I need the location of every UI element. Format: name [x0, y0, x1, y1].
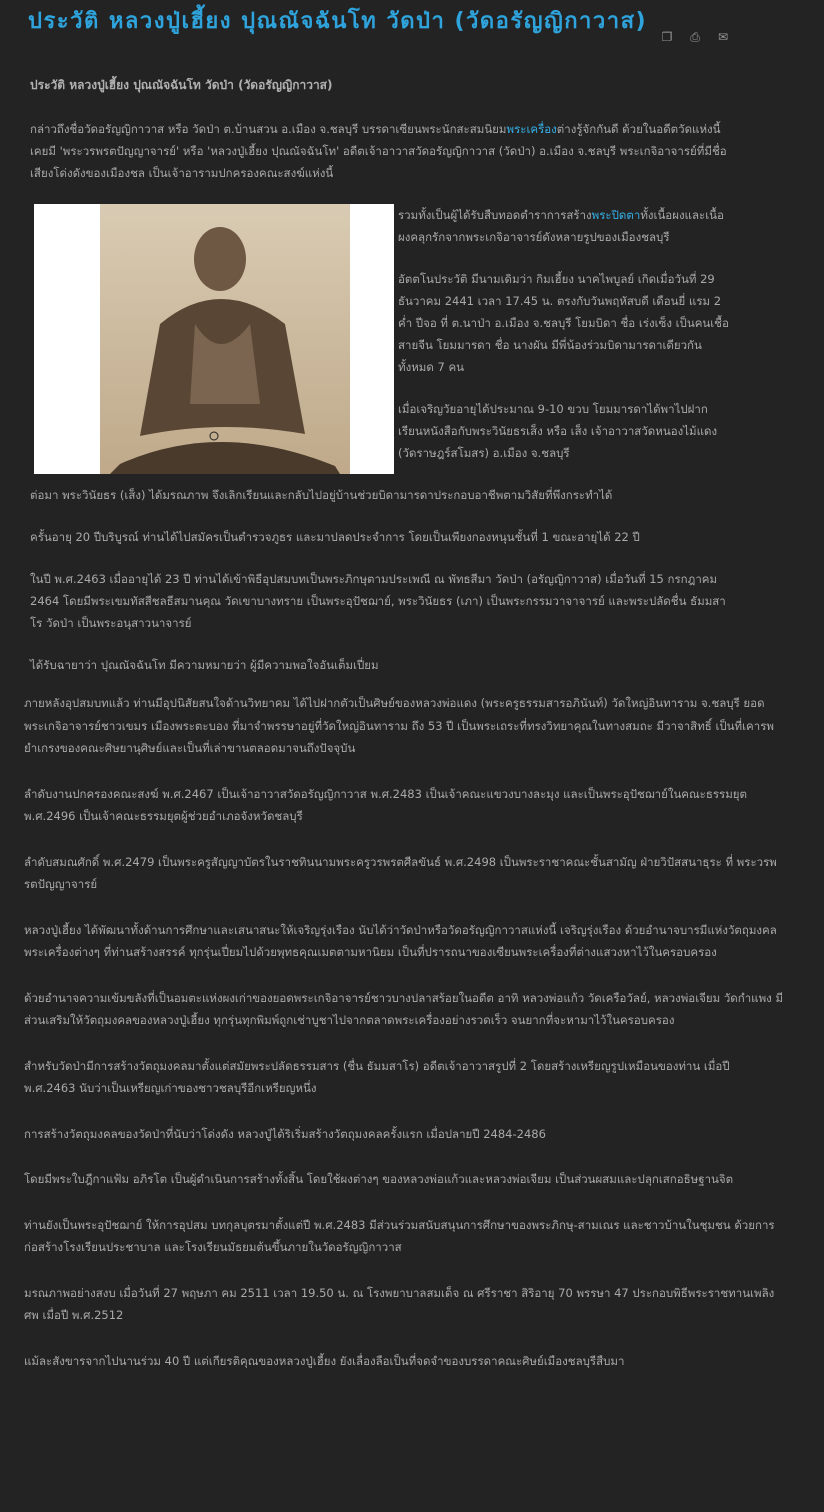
paragraph: ลำดับงานปกครองคณะสงฆ์ พ.ศ.2467 เป็นเจ้าอาวาสวัดอรัญญิกาวาส พ.ศ.2483 เป็นเจ้าคณะแขวงบางละมุง และเป็นพระอุปัชฌาย์ในคณะธรรมยุต พ.ศ.2496 เป็นเจ้าคณะธรรมยุตผู้ช่วยอำเภอจังหวัดชลบุรี [24, 786, 748, 823]
intro-paragraph [30, 118, 730, 184]
paragraph: เมื่อเจริญวัยอายุได้ประมาณ 9-10 ขวบ โยมมารดาได้พาไปฝากเรียนหนังสือกับพระวินัยธรเส็ง หรือ เส็ง เจ้าอาวาสวัดหนองไม้แดง (วัดราษฎร์สโมสร) อ.เมือง จ.ชลบุรี [398, 402, 718, 460]
page-title: ประวัติ หลวงปู่เฮี้ยง ปุณณัจฉันโท วัดป่า (วัดอรัญญิกาวาส) [28, 9, 648, 34]
monk-portrait-image [100, 204, 350, 474]
link-phra-pidta[interactable]: พระปิดตา [591, 208, 641, 222]
paragraph: สำหรับวัดป่ามีการสร้างวัตถุมงคลมาตั้งแต่สมัยพระปลัดธรรมสาร (ชื่น ธัมมสาโร) อดีตเจ้าอาวาสรูปที่ 2 โดยสร้างเหรียญรูปเหมือนของท่าน เมื่อปี พ.ศ.2463 นับว่าเป็นเหรียญเก่าของชาวชลบุรีอีกเหรียญหนึ่ง [24, 1058, 730, 1095]
link-phra-khrueang[interactable]: พระเครื่อง [506, 122, 557, 136]
paragraph: โดยมีพระใบฎีกาแฟ้ม อภิรโต เป็นผู้ดำเนินการสร้างทั้งสิ้น โดยใช้ผงต่างๆ ของหลวงพ่อแก้วและหลวงพ่อเจียม เป็นส่วนผสมและปลุกเสกอธิษฐานจิต [24, 1172, 734, 1186]
paragraph: มรณภาพอย่างสงบ เมื่อวันที่ 27 พฤษภา คม 2511 เวลา 19.50 น. ณ โรงพยาบาลสมเด็จ ณ ศรีราชา สิริอายุ 70 พรรษา 47 ประกอบพิธีพระราชทานเพลิงศพ เมื่อปี พ.ศ.2512 [24, 1285, 775, 1322]
paragraph: ต่อมา พระวินัยธร (เส็ง) ได้มรณภาพ จึงเลิกเรียนและกลับไปอยู่บ้านช่วยบิดามารดาประกอบอาชีพตามวิสัยที่พึงกระทำได้ [30, 488, 613, 502]
p2-text: รวมทั้งเป็นผู้ได้รับสืบทอดตำราการสร้าง [398, 208, 592, 222]
paragraph: ด้วยอำนาจความเข้มขลังที่เป็นอมตะแห่งผงเก่าของยอดพระเกจิอาจารย์ชาวบางปลาสร้อยในอดีต อาทิ หลวงพ่อแก้ว วัดเครือวัลย์, หลวงพ่อเจียม วัดกำแพง มีส่วนเสริมให้วัตถุมงคลของหลวงปู่เฮี้ยง ทุกรุ่นทุกพิมพ์ถูกเช่าบูชาไปจากตลาดพระเครื่องอย่างรวดเร็ว จนยากที่จะหามาไว้ในครอบครอง [24, 990, 784, 1027]
article-subtitle: ประวัติ หลวงปู่เฮี้ยง ปุณณัจฉันโท วัดป่า (วัดอรัญญิกาวาส) [30, 78, 333, 92]
intro-text-end: ต่างรู้จักกันดี ด้วยในอดีตวัดแห่งนี้เคยมี 'พระวรพรตปัญญาจารย์' หรือ 'หลวงปู่เฮี้ยง ปุณณัจฉันโท' อดีตเจ้าอาวาสวัดอรัญญิกาวาส (วัดป่า) อ.เมือง จ.ชลบุรี พระเกจิอาจารย์ที่มีชื่อเสียงโด่งดังของเมืองชล เป็นเจ้าอารามปกครองคณะสงฆ์แห่งนี้ [30, 122, 727, 180]
paragraph: แม้ละสังขารจากไปนานร่วม 40 ปี แต่เกียรติคุณของหลวงปู่เฮี้ยง ยังเลื่องลือเป็นที่จดจำของบรรดาคณะศิษย์เมืองชลบุรีสืบมา [24, 1353, 625, 1368]
monk-photo[interactable] [34, 204, 394, 474]
article-body-intro [30, 118, 730, 696]
paragraph: หลวงปู่เฮี้ยง ได้พัฒนาทั้งด้านการศึกษาและเสนาสนะให้เจริญรุ่งเรือง นับได้ว่าวัดป่าหรือวัดอรัญญิกาวาสแห่งนี้ เจริญรุ่งเรือง ด้วยอำนาจบารมีแห่งวัตถุมงคลพระเครื่องต่างๆ ที่ท่านสร้างสรรค์ ทุกรุ่นเปี่ยมไปด้วยพุทธคุณเมตตามหานิยม เป็นที่ปรารถนาของเซียนพระเครื่องที่ต่างแสวงหาไว้ในครอบครอง [24, 922, 777, 959]
paragraph: การสร้างวัตถุมงคลของวัดป่าที่นับว่าโด่งดัง หลวงปู่ได้ริเริ่มสร้างวัตถุมงคลครั้งแรก เมื่อปลายปี 2484-2486 [24, 1126, 546, 1141]
paragraph: ได้รับฉายาว่า ปุณณัจฉันโท มีความหมายว่า ผู้มีความพอใจอันเต็มเปี่ยม [30, 658, 379, 672]
email-icon[interactable]: ✉ [717, 30, 729, 44]
paragraph: ภายหลังอุปสมบทแล้ว ท่านมีอุปนิสัยสนใจด้านวิทยาคม ได้ไปฝากตัวเป็นศิษย์ของหลวงพ่อแดง (พระครูธรรมสารอภินันท์) วัดใหญ่อินทาราม จ.ชลบุรี ยอดพระเกจิอาจารย์ชาวเขมร เมืองพระตะบอง ที่มาจำพรรษาอยู่ที่วัดใหญ่อินทาราม ถึง 53 ปี เป็นพระเถระที่ทรงวิทยาคุณในทางสมถะ มีวาจาสิทธิ์ เป็นที่เคารพยำเกรงของคณะศิษยานุศิษย์และเป็นที่เล่าขานตลอดมาจนถึงปัจจุบัน [24, 696, 774, 755]
copy-icon[interactable]: ❐ [661, 30, 673, 44]
print-icon[interactable]: ⎙ [690, 30, 700, 44]
paragraph: ท่านยังเป็นพระอุปัชฌาย์ ให้การอุปสม บทกุลบุตรมาตั้งแต่ปี พ.ศ.2483 มีส่วนร่วมสนับสนุนการศึกษาของพระภิกษุ-สามเณร และชาวบ้านในชุมชน ด้วยการก่อสร้างโรงเรียนประชาบาล และโรงเรียนมัธยมต้นขึ้นภายในวัดอรัญญิกาวาส [24, 1217, 775, 1254]
paragraph: ครั้นอายุ 20 ปีบริบูรณ์ ท่านได้ไปสมัครเป็นตำรวจภูธร และมาปลดประจำการ โดยเป็นเพียงกองหนุนชั้นที่ 1 ขณะอายุได้ 22 ปี [30, 530, 640, 544]
intro-text: กล่าวถึงชื่อวัดอรัญญิกาวาส หรือ วัดป่า ต.บ้านสวน อ.เมือง จ.ชลบุรี บรรดาเซียนพระนักสะสมนิยม [30, 122, 507, 136]
article-body-main [24, 692, 784, 1395]
paragraph: ในปี พ.ศ.2463 เมื่ออายุได้ 23 ปี ท่านได้เข้าพิธีอุปสมบทเป็นพระภิกษุตามประเพณี ณ พัทธสีมา วัดป่า (อรัญญิกาวาส) เมื่อวันที่ 15 กรกฎาคม 2464 โดยมีพระเขมทัสสีชลธีสมานคุณ วัดเขาบางทราย เป็นพระอุปัชฌาย์, พระวินัยธร (เภา) เป็นพระกรรมวาจาจารย์ และพระปลัดชื่น ธัมมสาโร วัดป่า เป็นพระอนุสาวนาจารย์ [30, 572, 726, 630]
paragraph: ลำดับสมณศักดิ์ พ.ศ.2479 เป็นพระครูสัญญาบัตรในราชทินนามพระครูวรพรตศีลขันธ์ พ.ศ.2498 เป็นพระราชาคณะชั้นสามัญ ฝ่ายวิปัสสนาธุระ ที่ พระวรพรตปัญญาจารย์ [24, 854, 777, 891]
paragraph: อัตตโนประวัติ มีนามเดิมว่า กิมเฮี้ยง นาคไพบูลย์ เกิดเมื่อวันที่ 29 ธันวาคม 2441 เวลา 17.45 น. ตรงกับวันพฤหัสบดี เดือนยี่ แรม 2 ค่ำ ปีจอ ที่ ต.นาป่า อ.เมือง จ.ชลบุรี โยมบิดา ชื่อ เร่งเซ็ง เป็นคนเชื้อสายจีน โยมมารดา ชื่อ นางผัน มีพี่น้องร่วมบิดามารดาเดียวกันทั้งหมด 7 คน [398, 272, 729, 374]
article-tools [660, 30, 730, 44]
p2-text-end: ทั้งเนื้อผงและเนื้อผงคลุกรักจากพระเกจิอาจารย์ดังหลายรูปของเมืองชลบุรี [398, 208, 724, 244]
